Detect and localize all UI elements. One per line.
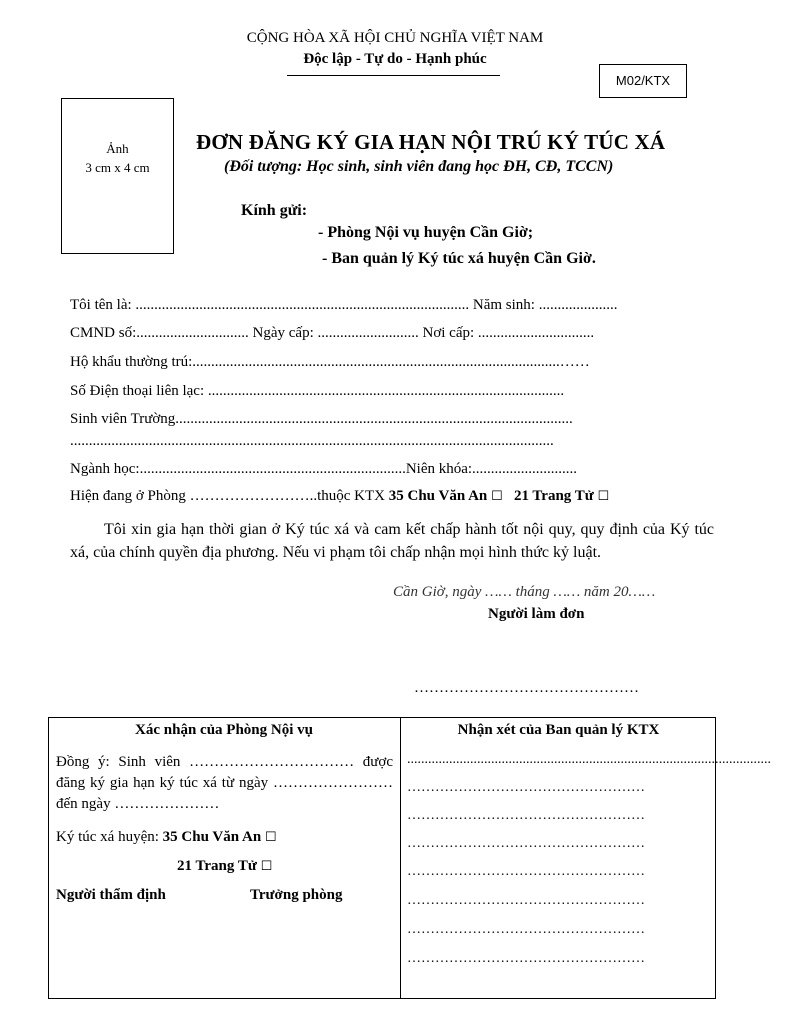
recipients-label: Kính gửi: bbox=[241, 202, 308, 219]
department-head-label: Trưởng phòng bbox=[250, 887, 343, 903]
table-dorm-option-1-checkbox[interactable]: ☐ bbox=[264, 830, 277, 845]
signature-line[interactable]: ……………………………………… bbox=[414, 680, 639, 696]
signers-line bbox=[56, 885, 393, 907]
dorm-option-1-label: 35 Chu Văn An bbox=[388, 488, 488, 504]
major-year-field[interactable]: Ngành học:.......................................................................Niên khóa:............................ bbox=[70, 461, 578, 477]
form-subject: (Đối tượng: Học sinh, sinh viên đang học ĐH, CĐ, TCCN) bbox=[224, 158, 614, 175]
table-dorm-option-2-checkbox[interactable]: ☐ bbox=[260, 859, 273, 874]
table-divider bbox=[400, 717, 401, 999]
motto-heading: Độc lập - Tự do - Hạnh phúc bbox=[303, 51, 487, 67]
dorm-choice-line-2 bbox=[56, 856, 393, 877]
remark-line[interactable]: …………………………………………… bbox=[407, 893, 645, 908]
table-dorm-option-1-label: 35 Chu Văn An bbox=[162, 829, 262, 845]
photo-placeholder bbox=[61, 98, 174, 254]
dorm-board-heading: Nhận xét của Ban quản lý KTX bbox=[457, 722, 660, 738]
remark-line[interactable]: …………………………………………… bbox=[407, 780, 645, 795]
name-birthyear-field[interactable]: Tôi tên là: ......................................................................................... Năm sinh: ..................... bbox=[70, 297, 618, 313]
dorm-choice-label: Ký túc xá huyện: bbox=[56, 829, 163, 845]
remark-line[interactable]: …………………………………………… bbox=[407, 922, 645, 937]
room-prefix[interactable]: Hiện đang ở Phòng ……………………..thuộc KTX bbox=[70, 488, 389, 504]
photo-label: Ảnh bbox=[106, 141, 129, 156]
table-dorm-option-2-label: 21 Trang Tử bbox=[177, 858, 257, 874]
recipient-1: - Phòng Nội vụ huyện Cần Giờ; bbox=[318, 224, 534, 241]
interior-dept-confirmation bbox=[56, 752, 393, 907]
remark-line[interactable]: …………………………………………… bbox=[407, 864, 645, 879]
dorm-option-1-checkbox[interactable]: ☐ bbox=[491, 489, 503, 504]
school-field[interactable]: Sinh viên Trường.......................................................................................................... bbox=[70, 411, 573, 427]
remark-line[interactable]: …………………………………………… bbox=[407, 808, 645, 823]
id-card-field[interactable]: CMND số:.............................. Ngày cấp: ........................... Nơi cấp: ............................... bbox=[70, 325, 595, 341]
dorm-option-2-checkbox[interactable]: ☐ bbox=[597, 489, 610, 504]
agree-text[interactable]: Đồng ý: Sinh viên …………………………… được đăng ký gia hạn ký túc xá từ ngày ……………………đến ngày ………………… bbox=[56, 754, 393, 812]
dorm-choice-line bbox=[56, 827, 393, 848]
photo-size: 3 cm x 4 cm bbox=[85, 160, 150, 175]
dorm-option-2-label: 21 Trang Tử bbox=[513, 488, 594, 504]
applicant-label: Người làm đơn bbox=[488, 606, 585, 622]
form-title: ĐƠN ĐĂNG KÝ GIA HẠN NỘI TRÚ KÝ TÚC XÁ bbox=[196, 130, 666, 154]
commitment-paragraph: Tôi xin gia hạn thời gian ở Ký túc xá và cam kết chấp hành tốt nội quy, quy định của Ký túc xá, của chính quyền địa phương. Nếu vi phạm tôi chấp nhận mọi hình thức kỷ luật. bbox=[70, 521, 714, 561]
remark-line[interactable]: …………………………………………… bbox=[407, 836, 645, 851]
room-field bbox=[70, 488, 714, 505]
recipient-2: - Ban quản lý Ký túc xá huyện Cần Giờ. bbox=[322, 250, 596, 267]
school-continuation-field[interactable]: ................................................................................................................................. bbox=[70, 433, 554, 449]
remark-line[interactable]: ........................................................................................................ bbox=[407, 752, 771, 767]
assessor-label: Người thẩm định bbox=[56, 887, 166, 903]
interior-dept-heading: Xác nhận của Phòng Nội vụ bbox=[135, 722, 313, 738]
nation-heading: CỘNG HÒA XÃ HỘI CHỦ NGHĨA VIỆT NAM bbox=[246, 30, 544, 46]
remark-line[interactable]: …………………………………………… bbox=[407, 951, 645, 966]
phone-field[interactable]: Số Điện thoại liên lạc: ............................................................................................... bbox=[70, 383, 565, 399]
motto-underline bbox=[287, 75, 500, 76]
place-date[interactable]: Cần Giờ, ngày …… tháng …… năm 20…… bbox=[393, 584, 656, 600]
residence-field[interactable]: Hộ khẩu thường trú:..................................................................................................…… bbox=[70, 354, 590, 370]
form-code-box: M02/KTX bbox=[599, 64, 687, 98]
